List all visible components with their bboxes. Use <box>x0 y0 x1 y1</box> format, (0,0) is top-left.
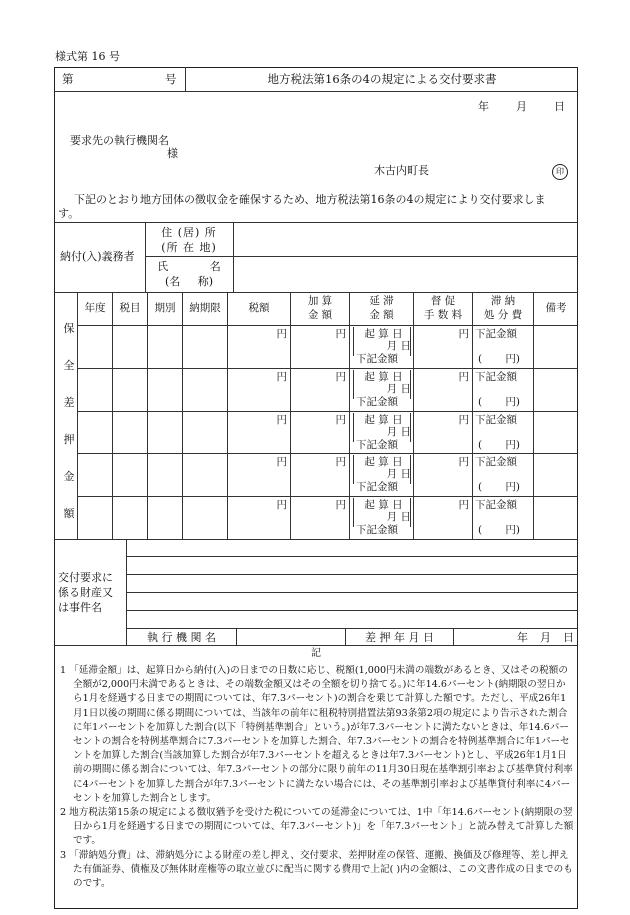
rule <box>453 628 454 645</box>
amount-below-label: 下記金額 <box>475 499 517 512</box>
note-item: 1 「延滞金額」は、起算日から納付(入)の日までの日数に応じ、税額(1,000円未満の端数があるとき、又はその税額の全額が2,000円未満であるときは、その端数金額又はその全額を切り捨てる。)に年14.6パーセント(納期限の翌日から1月を経過する日までの期間については、年7.3パーセント)の割合を乗じて計算した額です。ただし、平成26年1月1日以後の期間に係る期間については、当該年の前年に租税特別措置法第93条第2項の規定により告示された割合に年1パーセントを加算した割合(以下「特例基準割合」という。)が年7.3パーセントに満たないときは、年14.6パーセントの割合を特例基準割合に7.3パーセントを加算した割合、年7.3パーセントの割合を特例基準割合に年1パーセントを加算した割合(当該加算した割合が年7.3パーセントを超えるときは年7.3パーセント)とし、平成26年1月1日前の期間に係る割合については、年7.3パーセントの部分に限り前年の11月30日現在基準割引率および基準貸付利率に4パーセントを加算した割合が年7.3パーセントに満たない場合には、その基準割引率および基準貸付利率に4パーセントを加算した割合とします。 <box>60 665 573 804</box>
notes <box>60 664 574 891</box>
amount-below-label: 下記金額 <box>475 328 517 340</box>
rule <box>236 628 237 645</box>
vertical-label-char: 額 <box>63 507 75 520</box>
yen-unit: 円 <box>335 499 346 512</box>
rule <box>533 292 534 539</box>
vertical-label-char: 金 <box>63 470 75 483</box>
rule <box>77 496 578 497</box>
doc-number-suffix: 号 <box>165 72 177 86</box>
paren-yen-label: ( 円) <box>478 353 521 365</box>
rule <box>233 222 234 292</box>
date-month: 月 <box>516 100 527 113</box>
rule <box>126 610 578 611</box>
month-day-label: 月 日 <box>386 340 411 352</box>
doc-number-prefix: 第 <box>62 72 74 86</box>
amount-below-label: 下記金額 <box>475 370 517 383</box>
col-period: 期別 <box>154 302 176 314</box>
amount-below-label: 下記金額 <box>356 524 398 537</box>
rule <box>77 453 578 454</box>
month-day-label: 月 日 <box>386 511 411 524</box>
yen-unit: 円 <box>458 413 469 426</box>
col-due-date: 納期限 <box>189 302 221 314</box>
date-day: 日 <box>554 100 565 113</box>
rule <box>54 645 578 646</box>
form-number: 様式第 16 号 <box>55 50 120 63</box>
yen-unit: 円 <box>335 413 346 426</box>
rule <box>54 292 578 293</box>
rule <box>54 539 578 540</box>
rule <box>126 556 578 557</box>
obligor-label: 納付(入)義務者 <box>60 250 135 263</box>
amount-below-label: 下記金額 <box>475 413 517 426</box>
property-label: 交付要求に <box>58 571 113 584</box>
col-dunning-fee: 督 促 <box>430 295 456 307</box>
rule <box>349 292 350 539</box>
name-label-2: (名 称) <box>164 275 214 288</box>
col-delinquency-2: 金 額 <box>369 309 394 321</box>
addressee-honorific: 様 <box>167 147 178 160</box>
rule <box>126 592 578 593</box>
addressee-label: 要求先の執行機関名 <box>70 134 169 147</box>
name-label: 氏 名 <box>157 260 221 273</box>
amount-below-label: 下記金額 <box>356 481 398 494</box>
address-label: 住 (居) 所 <box>161 226 217 239</box>
address-label-2: (所 在 地) <box>161 241 217 254</box>
footer-year: 年 <box>517 631 528 644</box>
vertical-label-char: 押 <box>63 433 75 446</box>
seal-mark: 印 <box>552 164 568 180</box>
intro-text: 下記のとおり地方団体の徴収金を確保するため、地方税法第16条の4の規定により交付要求しま <box>74 193 546 206</box>
col-remarks: 備考 <box>545 302 567 314</box>
col-disposal-cost: 滞 納 <box>490 295 516 307</box>
rule <box>145 256 578 257</box>
property-label-2: 係る財産又 <box>58 586 113 599</box>
date-year: 年 <box>478 100 489 113</box>
amount-below-label: 下記金額 <box>356 353 398 365</box>
yen-unit: 円 <box>335 328 346 340</box>
col-tax-item: 税目 <box>119 302 141 314</box>
paren-yen-label: ( 円) <box>478 481 521 494</box>
vertical-label-char: 差 <box>63 396 75 409</box>
rule <box>54 91 578 92</box>
calc-start-label: 起 算 日 <box>364 370 403 383</box>
rule <box>77 292 78 539</box>
amount-below-label: 下記金額 <box>356 438 398 451</box>
document-title: 地方税法第16条の4の規定による交付要求書 <box>267 72 497 86</box>
yen-unit: 円 <box>276 413 287 426</box>
yen-unit: 円 <box>335 370 346 383</box>
yen-unit: 円 <box>276 370 287 383</box>
intro-text-cont: す。 <box>58 207 80 220</box>
rule <box>77 411 578 412</box>
col-addition: 加 算 <box>307 295 333 307</box>
sender-name: 木古内町長 <box>374 164 429 177</box>
paren-yen-label: ( 円) <box>478 524 521 537</box>
calc-start-label: 起 算 日 <box>364 413 403 426</box>
executing-agency-label: 執 行 機 関 名 <box>147 631 216 644</box>
rule <box>54 222 578 223</box>
yen-unit: 円 <box>458 456 469 469</box>
rule <box>77 325 578 326</box>
col-disposal-cost-2: 処 分 費 <box>483 309 523 321</box>
vertical-label-char: 全 <box>63 359 75 372</box>
rule <box>126 628 578 629</box>
calc-start-label: 起 算 日 <box>364 328 403 340</box>
footer-day: 日 <box>563 631 574 644</box>
col-year: 年度 <box>84 302 106 314</box>
amount-below-label: 下記金額 <box>475 456 517 469</box>
yen-unit: 円 <box>335 456 346 469</box>
yen-unit: 円 <box>276 328 287 340</box>
col-addition-2: 金 額 <box>307 309 333 321</box>
yen-unit: 円 <box>458 370 469 383</box>
paren-yen-label: ( 円) <box>478 395 521 408</box>
note-item: 3 「滞納処分費」は、滞納処分による財産の差し押え、交付要求、差押財産の保管、運搬、換価及び修理等、差し押えた有価証券、債権及び無体財産権等の取立並びに配当に関する費用で上記( )内の金額は、この文書作成の日までのものです。 <box>60 849 573 890</box>
seizure-date-label: 差 押 年 月 日 <box>365 631 434 644</box>
month-day-label: 月 日 <box>386 382 411 395</box>
yen-unit: 円 <box>458 328 469 340</box>
paren-yen-label: ( 円) <box>478 438 521 451</box>
rule <box>147 292 148 539</box>
rule <box>77 368 578 369</box>
col-dunning-fee-2: 手 数 料 <box>423 309 463 321</box>
yen-unit: 円 <box>276 456 287 469</box>
yen-unit: 円 <box>458 499 469 512</box>
month-day-label: 月 日 <box>386 425 411 438</box>
amount-below-label: 下記金額 <box>356 395 398 408</box>
month-day-label: 月 日 <box>386 468 411 481</box>
vertical-label-char: 保 <box>63 322 75 335</box>
calc-start-label: 起 算 日 <box>364 456 403 469</box>
rule <box>182 292 183 539</box>
rule <box>112 292 113 539</box>
property-label-3: は事件名 <box>58 601 102 614</box>
yen-unit: 円 <box>276 499 287 512</box>
rule <box>126 574 578 575</box>
col-tax-amount: 税額 <box>248 302 270 314</box>
col-delinquency: 延 滞 <box>369 295 394 307</box>
note-item: 2 地方税法第15条の規定による徴収猶予を受けた税についての延滞金については、1中「年14.6パーセント(納期限の翌日から1月を経過する日までの期間については、年7.3パーセント)」を「年7.3パーセント」と読み替えて計算した額です。 <box>60 807 574 847</box>
calc-start-label: 起 算 日 <box>364 499 403 512</box>
rule <box>472 292 473 539</box>
notes-title: 記 <box>311 648 321 659</box>
footer-month: 月 <box>540 631 551 644</box>
